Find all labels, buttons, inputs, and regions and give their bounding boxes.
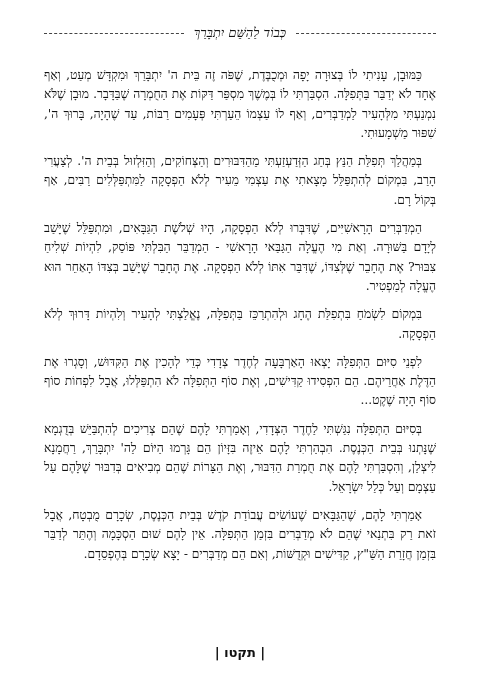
paragraph: בִּמְקוֹם לִשְׂמֹחַ בִּתְפִלַּת הֶחָג וּלְהִתְרַכֵּז בַּתְּפִלָּה, נֶאֱלַצְתִּי לְהָעִיר וְלִהְיוֹת דָּרוּךְ לְלֹא הַפְסָקָה. (44, 307, 436, 341)
paragraph: הַמְדַבְּרִים הָרָאשִׁיִּים, שֶׁדִּבְּרוּ לְלֹא הַפְסָקָה, הָיוּ שְׁלֹשֶׁת הַגַּבָּאִים, וּמִתְפַּלֵּל שֶׁיָּשַׁב לְיָדָם בַּשּׁוּרָה. וְאַת מִי הֶעֱלָה הַגַּבַּאי הָרָאשִׁי - הַמְדַבֵּר הַבִּלְתִּי פּוֹסֵק, לִהְיוֹת שְׁלִיחַ צִבּוּר? אֶת הֶחָבֵר שֶׁלְּצִדּוֹ, שֶׁדִּבֵּר אִתּוֹ לְלֹא הַפְסָקָה. אֶת הֶחָבֵר שֶׁיָּשַׁב בְּצִדּוֹ הָאַחֵר הוּא הֶעֱלָה לְמַפְטִיר. (44, 221, 436, 293)
header-rule-right (296, 33, 436, 34)
paragraph: אָמַרְתִּי לָהֶם, שֶׁהַגַּבָּאִים שֶׁעוֹשִׂים עֲבוֹדַת קֹדֶשׁ בְּבֵית הַכְּנֶסֶת, שְׂכָרָם מֻבְטָח, אֲבָל זֹאת רַק בִּתְנַאי שֶׁהֵם לֹא מְדַבְּרִים בִּזְמַן הַתְּפִלָּה. אֵין לָהֶם שׁוּם הַסְכָּמָה וְהֶתֵּר לְדַבֵּר בִּזְמַן חֲזָרַת הַשַּׁ"ץ, קַדִּישִׁים וּקְדֻשּׁוֹת, וְאִם הֵם מְדַבְּרִים - יָצָא שְׂכָרָם בְּהֶפְסֵדָם. (44, 507, 436, 561)
paragraph: בְּמַהֲלַךְ תְּפִלַּת הַנֵּץ בְּחַג הַזְּדַעְזַעְתִּי מֵהַדִּבּוּרִים וְהַצְּחוֹקִים, וְהַזִּלְזוּל בְּבֵית ה'. לְצַעֲרִי הָרַב, בִּמְקוֹם לְהִתְפַּלֵּל מָצָאתִי אֶת עַצְמִי מֵעִיר לְלֹא הַפְסָקָה לַמִּתְפַּלְּלִים רַבִּים, אַף בְּקוֹל רָם. (44, 154, 436, 207)
page-number: | תקטו | (214, 646, 266, 661)
paragraph: בְּסִיּוּם הַתְּפִלָּה נִגַּשְׁתִּי לַחֶדֶר הַצְּדָדִי, וְאָמַרְתִּי לָהֶם שֶׁהֵם צְרִיכִים לְהִתְבַּיֵּשׁ בְּדֻגְמָא שֶׁנָּתְנוּ בְּבֵית הַכְּנֶסֶת. הִבְהַרְתִּי לָהֶם אֵיזֶה בִּזָּיוֹן הֵם גָּרְמוּ הַיּוֹם לַה' יִתְבָּרַךְ, רַחֲמָנָא לִיצְלַן, וְהִסְבַּרְתִּי לָהֶם אֶת חֻמְרַת הַדִּבּוּר, וְאֶת הַצָּרוֹת שֶׁהֵם מְבִיאִים בְּדִבּוּר שֶׁלָּהֶם עַל עַצְמָם וְעַל כְּלַל יִשְׂרָאֵל. (44, 421, 436, 494)
running-header (44, 22, 436, 44)
paragraph: כַּמּוּבָן, עָנִיתִי לוֹ בְּצוּרָה יָפָה וּמְכֻבֶּדֶת, שֶׁפֹּה זֶה בֵּית ה' יִתְבָּרַךְ וּמִקְדָּשׁ מְעַט, וְאַף אֶחָד לֹא יְדַבֵּר בַּתְּפִלָּה. הִסְבַּרְתִּי לוֹ בְּמֶשֶׁךְ מִסְפַּר דַּקּוֹת אֶת הַחֻמְרָה שֶׁבַּדָּבָר. מוּבָן שֶׁלֹּא נִמְנַעְתִּי מִלְּהָעִיר לַמְדַבְּרִים, וְאַף לוֹ עַצְמוֹ הֵעַרְתִּי פְּעָמִים רַבּוֹת, עַד שֶׁהָיָה, בָּרוּךְ ה', שִׁפּוּר מַשְׁמָעוּתִי. (44, 68, 436, 140)
header-rule-left (44, 33, 184, 34)
paragraph: לִפְנֵי סִיּוּם הַתְּפִלָּה יָצְאוּ הָאַרְבָּעָה לְחֶדֶר צְדָדִי כְּדֵי לְהָכִין אֶת הַקִּדּוּשׁ, וְסָגְרוּ אֶת הַדֶּלֶת אַחֲרֵיהֶם. הֵם הִפְסִידוּ קַדִּישִׁים, וְאֶת סוֹף הַתְּפִלָּה לֹא הִתְפַּלְּלוּ, אֲבָל לִפְחוֹת סוֹף סוֹף הָיָה שֶׁקֶט... (44, 354, 436, 408)
body-text (44, 66, 436, 564)
header-title: כְּבוֹד לַהַשֵּׁם יִתְבָּרַךְ (193, 26, 287, 41)
